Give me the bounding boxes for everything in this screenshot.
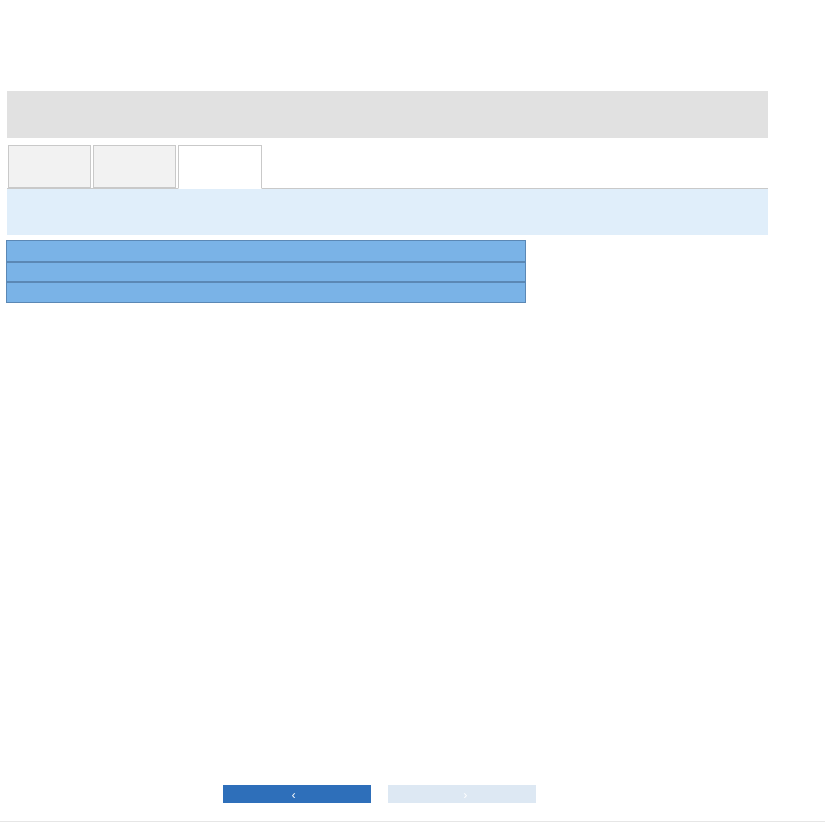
tab-req-3c[interactable] — [178, 145, 262, 189]
tab-req-3b[interactable] — [93, 145, 176, 188]
table-statement-title — [6, 262, 526, 282]
table-company-name — [6, 240, 526, 262]
table-date — [6, 282, 526, 303]
instructions-banner — [7, 91, 768, 138]
next-button[interactable]: › — [388, 785, 536, 803]
prev-button[interactable]: ‹ — [223, 785, 371, 803]
tab-req-3a[interactable] — [8, 145, 91, 188]
task-instruction — [7, 189, 768, 235]
footer-divider — [0, 821, 825, 822]
